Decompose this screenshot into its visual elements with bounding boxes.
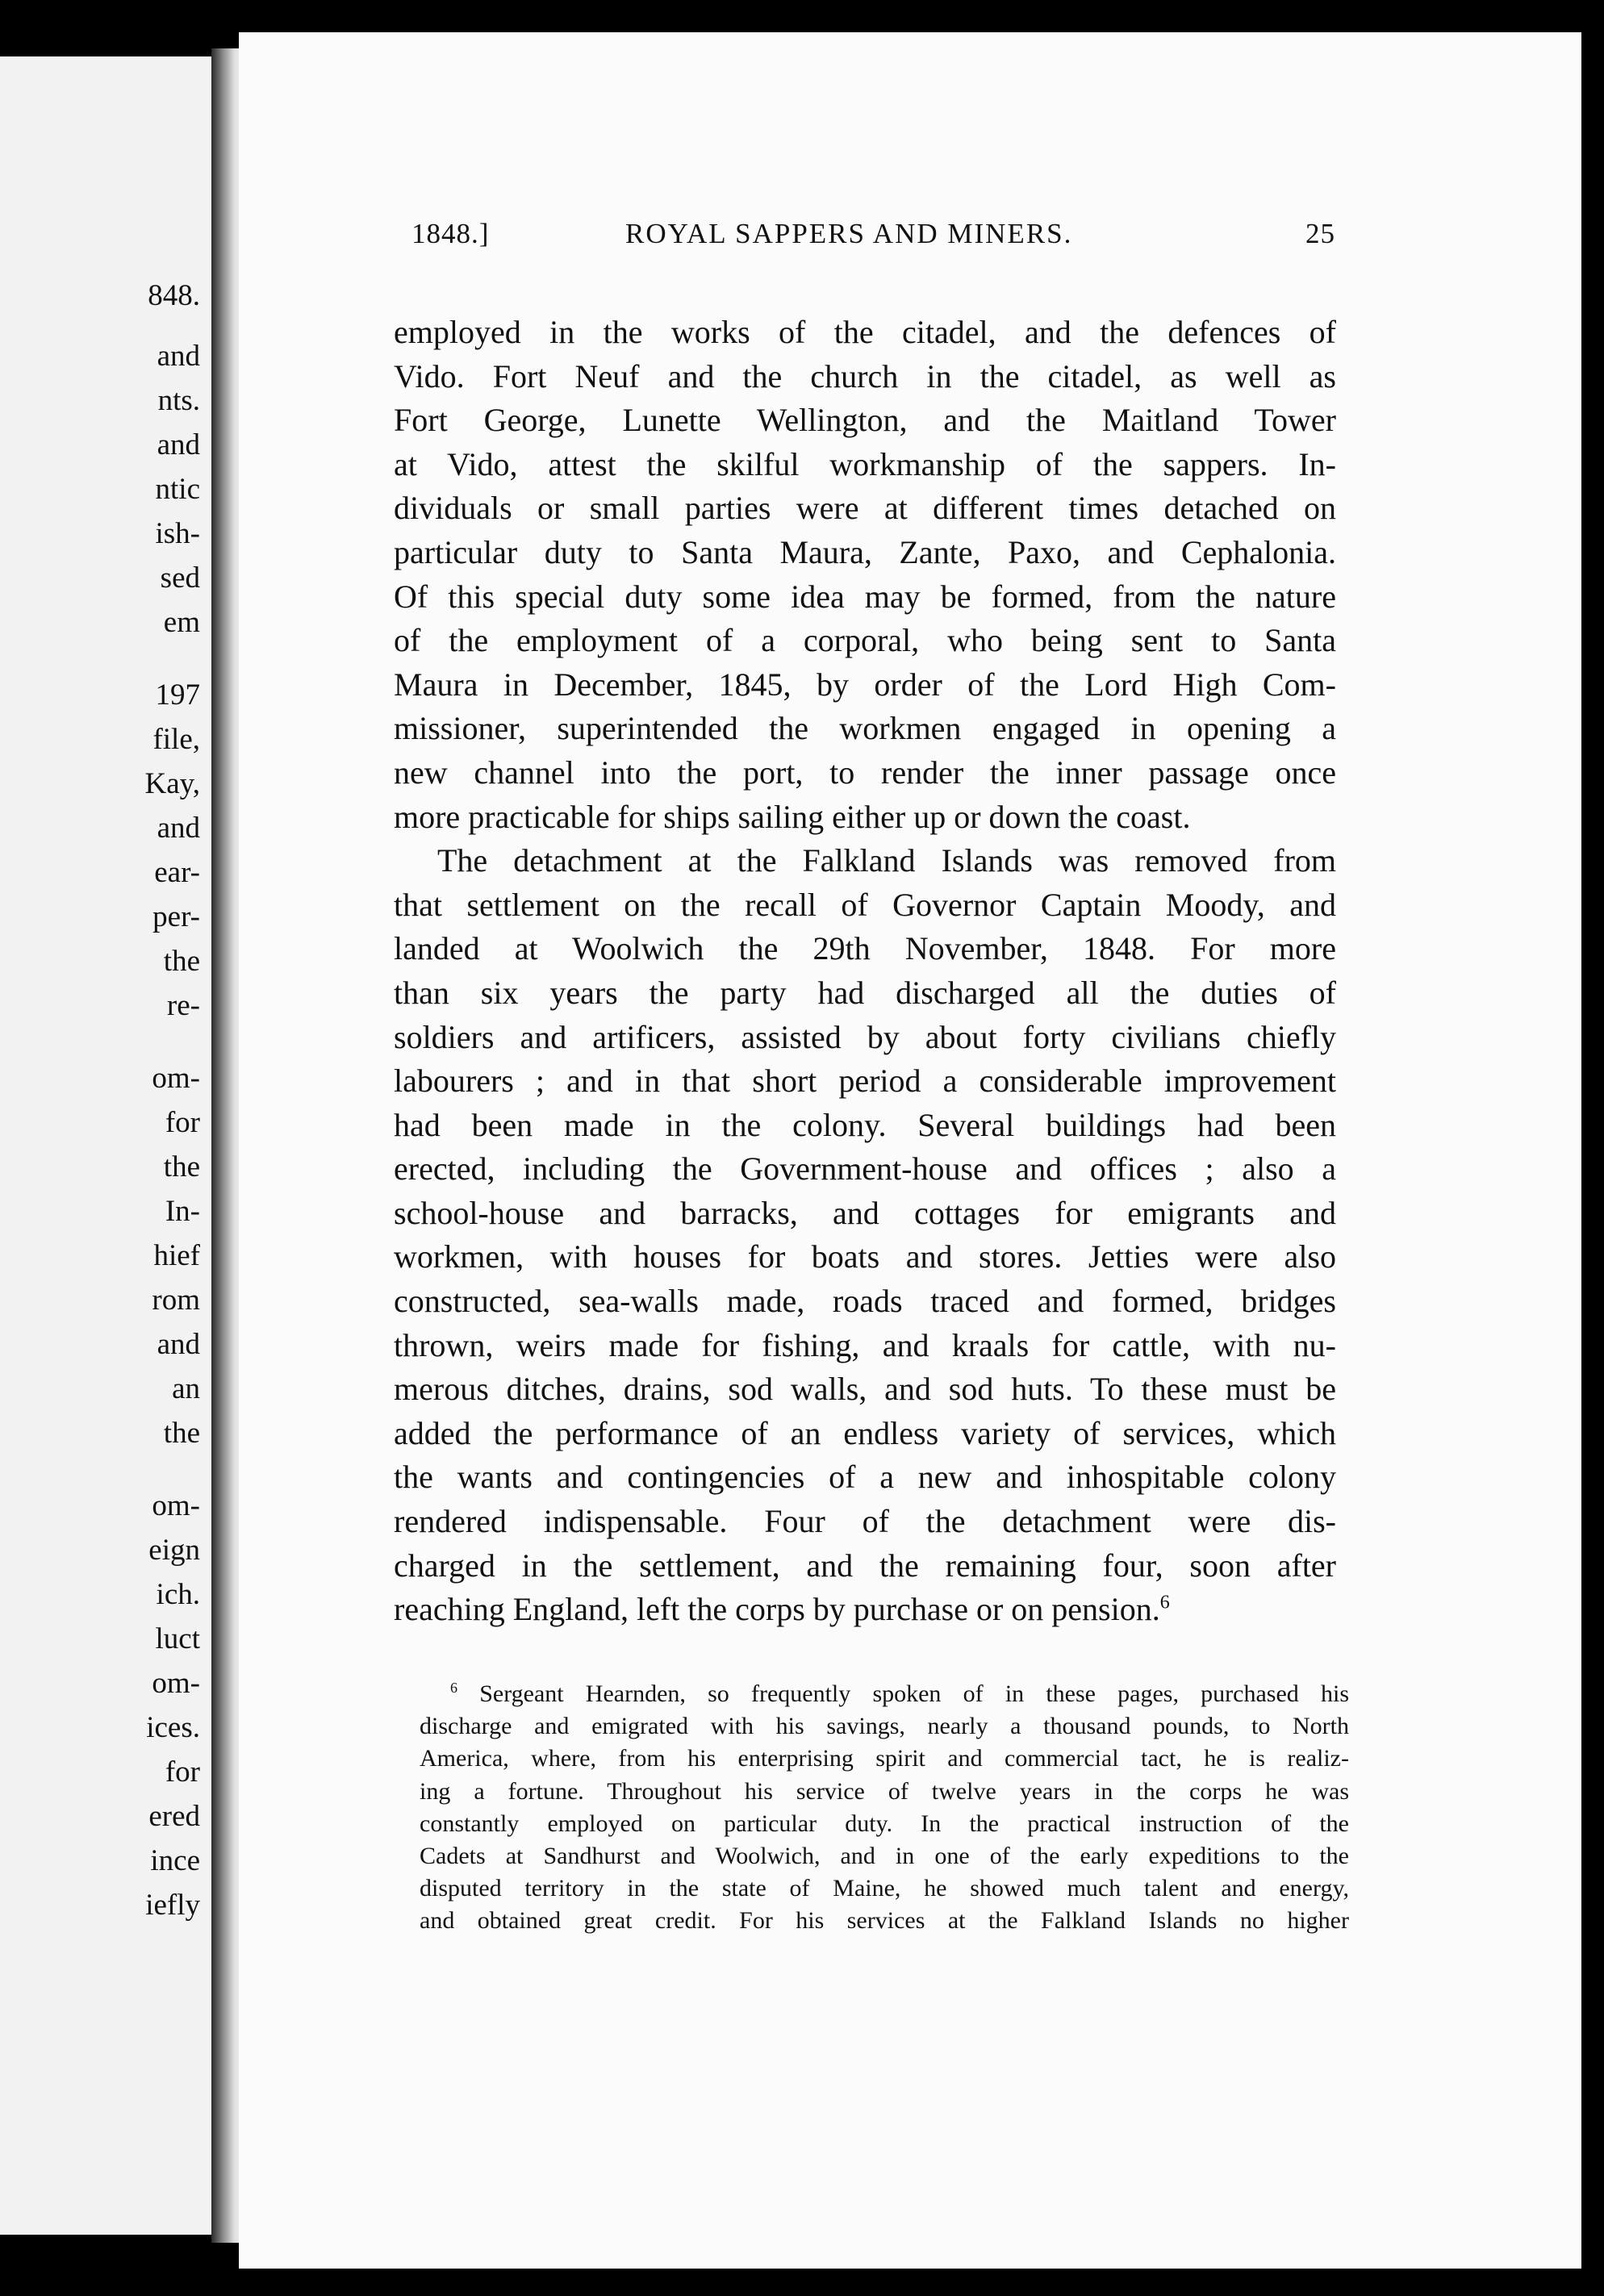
paragraph-2 [394,839,1336,1632]
text-line: than six years the party had discharged all the duties of [394,974,1336,1011]
footnote-marker: 6 [450,1680,457,1696]
footnote-line: disputed territory in the state of Maine, he showed much talent and energy, [420,1875,1349,1902]
previous-page-line: per- [152,900,200,933]
paragraph-1 [394,311,1336,839]
previous-page-line: and [157,812,200,845]
previous-page-line: the [163,1417,200,1450]
previous-page-line: rom [152,1284,200,1317]
previous-page-line: om- [152,1667,200,1700]
previous-page-line: iefly [145,1889,200,1922]
previous-page-line: ntic [155,473,200,506]
text-line: labourers ; and in that short period a considerable improvement [394,1062,1336,1100]
text-line: added the performance of an endless variety of services, which [394,1414,1336,1451]
previous-page-line: and [157,428,200,461]
previous-page-line: an [172,1372,200,1405]
text-line: merous ditches, drains, sod walls, and sod huts. To these must be [394,1371,1336,1408]
text-line: dividuals or small parties were at different times detached on [394,490,1336,527]
previous-page-line: sed [160,561,200,595]
footnote-line: and obtained great credit. For his services at the Falkland Islands no higher [420,1907,1349,1935]
text-line: workmen, with houses for boats and stores. Jetties were also [394,1238,1336,1275]
previous-page-line: for [165,1755,200,1789]
previous-page-line: om- [152,1062,200,1095]
footnote-line: constantly employed on particular duty. In the practical instruction of the [420,1810,1349,1837]
text-line: that settlement on the recall of Governor Captain Moody, and [394,886,1336,923]
text-line: erected, including the Government-house and offices ; also a [394,1150,1336,1188]
text-line: missioner, superintended the workmen engaged in opening a [394,710,1336,747]
previous-page-line: file, [152,723,200,756]
previous-page-line: 197 [155,678,200,712]
text-line: the wants and contingencies of a new and inhospitable colony [394,1459,1336,1496]
previous-page-line: hief [153,1239,200,1272]
previous-page-line: ich. [156,1578,200,1611]
text-line: Maura in December, 1845, by order of the Lord High Com- [394,666,1336,703]
previous-page-edge [0,56,211,2235]
footnote-line [420,1678,1349,1710]
text-line: of the employment of a corporal, who being sent to Santa [394,622,1336,659]
text-line: charged in the settlement, and the remaining four, soon after [394,1547,1336,1584]
footnote-line: America, where, from his enterprising spirit and commercial tact, he is realiz- [420,1745,1349,1772]
text-line: constructed, sea-walls made, roads traced and formed, bridges [394,1283,1336,1320]
text-line: Vido. Fort Neuf and the church in the citadel, as well as [394,357,1336,394]
previous-page-line: In- [165,1195,200,1228]
page-number: 25 [1305,218,1335,249]
previous-page-line: ered [148,1800,200,1833]
footnote-line: discharge and emigrated with his savings, nearly a thousand pounds, to North [420,1713,1349,1740]
previous-page-line: and [157,340,200,373]
footnote-line: ing a fortune. Throughout his service of twelve years in the corps he was [420,1777,1349,1805]
previous-page-line: ish- [155,517,200,550]
previous-page-line: for [165,1106,200,1139]
previous-page-line: ices. [146,1711,200,1744]
body-text [394,311,1336,1632]
header-title: ROYAL SAPPERS AND MINERS. [625,218,1073,249]
previous-page-line: the [163,1150,200,1183]
running-header [411,218,1335,266]
text-line: The detachment at the Falkland Islands was removed from [437,842,1336,879]
previous-page-line: Kay, [144,767,200,800]
text-line: at Vido, attest the skilful workmanship of the sappers. In- [394,445,1336,482]
footnote-line: Cadets at Sandhurst and Woolwich, and in one of the early expeditions to the [420,1843,1349,1870]
text-line: rendered indispensable. Four of the detachment were dis- [394,1503,1336,1540]
previous-page-line: ince [150,1844,200,1877]
footnote-line-text: Sergeant Hearnden, so frequently spoken of in these pages, purchased his [457,1680,1349,1707]
header-year: 1848.] [411,218,490,249]
text-line: Fort George, Lunette Wellington, and the Maitland Tower [394,402,1336,439]
previous-page-line: 848. [148,279,200,312]
text-line: more practicable for ships sailing either up or down the coast. [394,798,1191,835]
previous-page-line: luct [155,1622,200,1655]
previous-page-line: the [163,945,200,978]
previous-page-line: eign [148,1534,200,1567]
text-line: had been made in the colony. Several buildings had been [394,1106,1336,1143]
previous-page-line: em [163,606,200,639]
footnote-reference: 6 [1159,1592,1170,1613]
previous-page-line: om- [152,1489,200,1522]
footnote [420,1678,1349,1938]
text-line: reaching England, left the corps by purchase or on pension.$^6$ [394,1591,1170,1628]
previous-page-line: re- [166,989,200,1022]
text-line: particular duty to Santa Maura, Zante, Paxo, and Cephalonia. [394,533,1336,570]
previous-page-line: nts. [157,384,200,417]
previous-page-line: and [157,1328,200,1361]
text-line: soldiers and artificers, assisted by about forty civilians chiefly [394,1018,1336,1055]
text-line: employed in the works of the citadel, and the defences of [394,314,1336,350]
text-line: Of this special duty some idea may be formed, from the nature [394,578,1336,615]
text-line: thrown, weirs made for fishing, and kraals for cattle, with nu- [394,1326,1336,1363]
text-line: new channel into the port, to render the inner passage once [394,754,1336,791]
previous-page-line: ear- [154,856,200,889]
text-line: school-house and barracks, and cottages for emigrants and [394,1194,1336,1231]
text-line: landed at Woolwich the 29th November, 1848. For more [394,930,1336,967]
